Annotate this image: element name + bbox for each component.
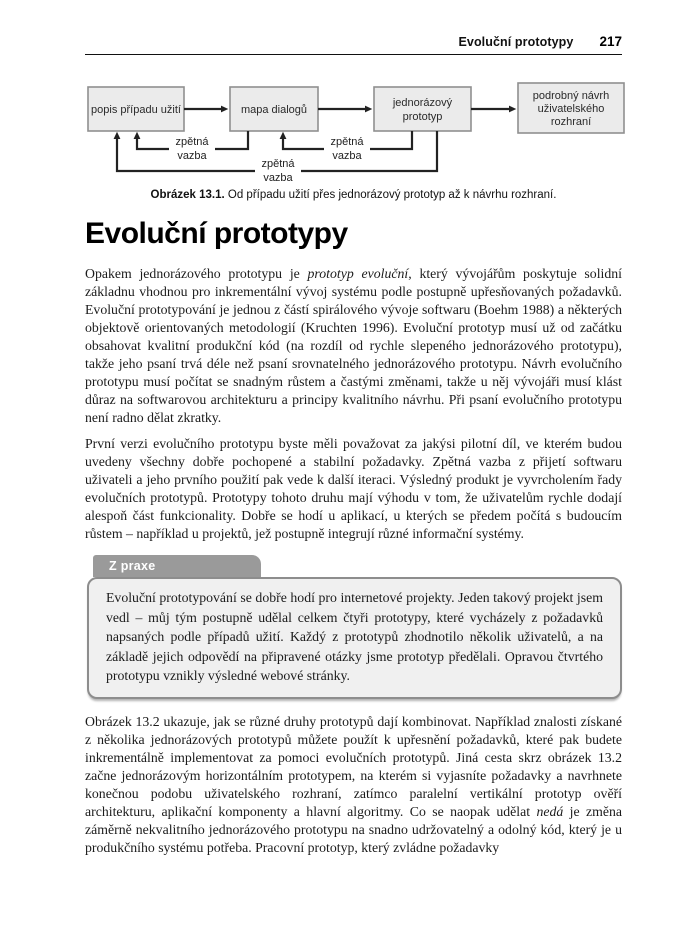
figure-caption-text: Od případu užití přes jednorázový prototyp až k návrhu rozhraní. xyxy=(224,189,557,201)
diagram-box-throwaway-label-line1: jednorázový xyxy=(392,97,453,109)
paragraph-3: Obrázek 13.2 ukazuje, jak se různé druhy prototypů dají kombinovat. Například znalosti získané z několika jednorázových prototypů můžete použít k upřesnění požadavků, které pak budete inkrementálně implementovat za pomoci evolučních prototypů. Jiná cesta skrz obrázek 13.2 začne jednorázovým horizontálním prototypem, na kterém si vyjasníte požadavky a navrhnete konečnou podobu uživatelského rozhraní, zatímco paralelní vertikální prototyp ověří architekturu, aplikační komponenty a hlavní algoritmy. Co se naopak udělat nedá je změna záměrně nekvalitního jednorázového prototypu na snadno udržovatelný a odolný kód, který je u produkčního systému potřeba. Pracovní prototyp, který zvládne požadavky xyxy=(85,713,623,855)
page-number: 217 xyxy=(599,34,622,49)
feedback-label-2-word1: zpětná xyxy=(330,136,364,148)
figure-caption-label: Obrázek 13.1. xyxy=(150,189,225,201)
section-heading: Evoluční prototypy xyxy=(85,217,348,250)
feedback-label-1-word2: vazba xyxy=(177,150,207,162)
z-praxe-tab: Z praxe xyxy=(93,555,261,577)
z-praxe-box xyxy=(85,555,622,699)
header-rule xyxy=(85,54,622,55)
figure-caption xyxy=(85,189,622,201)
flow-diagram xyxy=(85,79,625,187)
diagram-box-dialog-map-label: mapa dialogů xyxy=(240,104,308,116)
diagram-box-use-case-label: popis případu užití xyxy=(91,104,181,116)
diagram-box-throwaway-prototype xyxy=(374,87,471,131)
feedback-label-3-word2: vazba xyxy=(263,172,293,184)
paragraph-1: Opakem jednorázového prototypu je prototyp evoluční, který vývojářům poskytuje solidní základnu vhodnou pro inkrementální vývoj systému podle postupně upřesňovaných požadavků. Evoluční prototypování je jednou z částí spirálového vývoje softwaru (Boehm 1988) a některých objektově orientovaných metodologií (Kruchten 1996). Evoluční prototyp musí už od začátku obsahovat kvalitní produkční kód (na rozdíl od rychle slepeného jednorázového prototypu), takže jeho psaní trvá déle než psaní srovnatelného jednorázového prototypu. Návrh evolučního prototypu musí počítat se snadným růstem a častými změnami, takže u něj vývojáři musí klást důraz na softwarovou architekturu a principy kvalitního návrhu. Při psaní evolučního prototypu není radno dělat zkratky. xyxy=(85,266,622,425)
diagram-box-ui-label-line2: uživatelského xyxy=(537,103,605,115)
diagram-box-ui-label-line3: rozhraní xyxy=(550,116,592,128)
figure-13-1 xyxy=(85,79,622,201)
page-header xyxy=(85,34,622,49)
z-praxe-text: Evoluční prototypování se dobře hodí pro internetové projekty. Jeden takový projekt jsem vedl – můj tým postupně udělal celkem čtyři prototypy, které vycházely z požadavků napsaných podle případů užití. Každý z prototypů zhodnotilo několik uživatelů, a na základě jejich odpovědí na připravené otázky jsme prototyp předělali. Opravou čtvrtého prototypu vznikly výsledné webové stránky. xyxy=(106,590,603,683)
feedback-label-2-word2: vazba xyxy=(332,150,362,162)
feedback-label-3-word1: zpětná xyxy=(261,158,295,170)
paragraph-2: První verzi evolučního prototypu byste měli považovat za jakýsi pilotní díl, ve kterém budou uvedeny všechny dobře pochopené a stabilní požadavky. Zpětná vazba z přijetí softwaru uživateli a jeho prvního použití pak vede k další iteraci. Výsledný produkt je vyvrcholením řady evolučních prototypů. Prototypy tohoto druhu mají výhodu v tom, že uživatelům rychle dodají alespoň část funkcionality. Dobře se hodí u aplikací, u kterých se předem počítá s budoucím růstem – například u projektů, jež postupně integrují různé informační systémy. xyxy=(85,436,622,541)
diagram-box-ui-label-line1: podrobný návrh xyxy=(532,90,610,102)
running-header-title: Evoluční prototypy xyxy=(458,35,574,49)
diagram-box-throwaway-label-line2: prototyp xyxy=(402,111,443,123)
z-praxe-panel xyxy=(87,577,622,699)
feedback-label-1-word1: zpětná xyxy=(175,136,209,148)
